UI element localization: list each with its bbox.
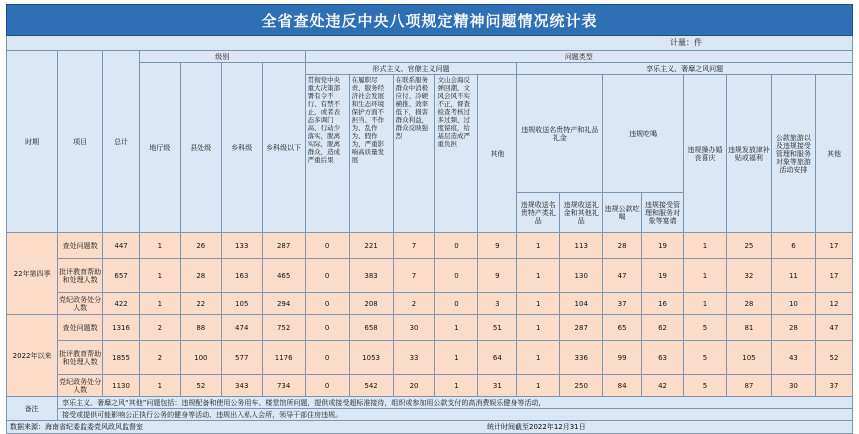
total-cell: 657 bbox=[103, 259, 140, 293]
value-cell: 465 bbox=[262, 259, 305, 293]
value-cell: 28 bbox=[603, 233, 642, 259]
value-cell: 42 bbox=[642, 375, 684, 397]
value-cell: 0 bbox=[305, 233, 349, 259]
value-cell: 43 bbox=[771, 341, 815, 375]
header-total: 总计 bbox=[103, 51, 140, 233]
stats-table bbox=[6, 50, 853, 421]
value-cell: 9 bbox=[478, 259, 517, 293]
header-formalism-1: 贯彻党中央重大决策部署有令不行、有禁不止，或者表态多调门高、行动少落实，脱离实际，脱离群众，造成严重后果 bbox=[305, 75, 349, 233]
value-cell: 133 bbox=[221, 233, 262, 259]
value-cell: 1 bbox=[139, 233, 180, 259]
value-cell: 30 bbox=[393, 315, 435, 341]
value-cell: 734 bbox=[262, 375, 305, 397]
table-row bbox=[7, 259, 853, 293]
value-cell: 100 bbox=[180, 341, 221, 375]
period-cell: 22年第四季 bbox=[7, 233, 58, 315]
value-cell: 32 bbox=[726, 259, 771, 293]
header-tourism: 公款旅游以及违规接受管理和服务对象等旅游活动安排 bbox=[771, 75, 815, 233]
value-cell: 47 bbox=[815, 315, 852, 341]
total-cell: 1130 bbox=[103, 375, 140, 397]
value-cell: 0 bbox=[305, 315, 349, 341]
value-cell: 22 bbox=[180, 293, 221, 315]
value-cell: 17 bbox=[815, 259, 852, 293]
value-cell: 1176 bbox=[262, 341, 305, 375]
item-cell: 查处问题数 bbox=[58, 315, 103, 341]
header-level-county: 县处级 bbox=[180, 63, 221, 233]
value-cell: 25 bbox=[726, 233, 771, 259]
value-cell: 51 bbox=[478, 315, 517, 341]
value-cell: 64 bbox=[478, 341, 517, 375]
value-cell: 5 bbox=[683, 341, 726, 375]
value-cell: 28 bbox=[180, 259, 221, 293]
header-level-section: 乡科级 bbox=[221, 63, 262, 233]
value-cell: 2 bbox=[393, 293, 435, 315]
value-cell: 6 bbox=[771, 233, 815, 259]
value-cell: 37 bbox=[603, 293, 642, 315]
value-cell: 0 bbox=[305, 375, 349, 397]
value-cell: 1 bbox=[683, 293, 726, 315]
value-cell: 336 bbox=[560, 341, 603, 375]
value-cell: 208 bbox=[349, 293, 393, 315]
header-weddings: 违规操办婚丧喜庆 bbox=[683, 75, 726, 233]
item-cell: 党纪政务处分人数 bbox=[58, 293, 103, 315]
header-hedonism-other: 其他 bbox=[815, 75, 852, 233]
header-banquets: 违规吃喝 bbox=[603, 75, 684, 193]
value-cell: 542 bbox=[349, 375, 393, 397]
table-row bbox=[7, 375, 853, 397]
value-cell: 752 bbox=[262, 315, 305, 341]
value-cell: 104 bbox=[560, 293, 603, 315]
value-cell: 658 bbox=[349, 315, 393, 341]
header-gifts-specialty: 违规收送名贵特产类礼品 bbox=[517, 193, 560, 233]
header-formalism-2: 在履职尽责、服务经济社会发展和生态环境保护方面不担当、不作为、乱作为、假作为，严重影响高质量发展 bbox=[349, 75, 393, 233]
value-cell: 0 bbox=[305, 259, 349, 293]
header-banquets-public: 违规公款吃喝 bbox=[603, 193, 642, 233]
value-cell: 37 bbox=[815, 375, 852, 397]
value-cell: 0 bbox=[435, 293, 478, 315]
total-cell: 1855 bbox=[103, 341, 140, 375]
value-cell: 1 bbox=[517, 375, 560, 397]
total-cell: 422 bbox=[103, 293, 140, 315]
value-cell: 9 bbox=[478, 233, 517, 259]
header-banquets-accepted: 违规接受管理和服务对象等宴请 bbox=[642, 193, 684, 233]
value-cell: 65 bbox=[603, 315, 642, 341]
value-cell: 2 bbox=[139, 341, 180, 375]
report-container bbox=[6, 4, 853, 434]
value-cell: 81 bbox=[726, 315, 771, 341]
value-cell: 0 bbox=[305, 341, 349, 375]
table-row bbox=[7, 233, 853, 259]
value-cell: 88 bbox=[180, 315, 221, 341]
value-cell: 28 bbox=[726, 293, 771, 315]
note-label: 备注 bbox=[7, 397, 58, 421]
period-cell: 2022年以来 bbox=[7, 315, 58, 397]
header-formalism-3: 在联系服务群众中消极应付、冷硬横推、效率低下，损害群众利益，群众反映强烈 bbox=[393, 75, 435, 233]
value-cell: 5 bbox=[683, 375, 726, 397]
value-cell: 52 bbox=[180, 375, 221, 397]
header-item: 项目 bbox=[58, 51, 103, 233]
data-source: 数据来源：海南省纪委监委党风政风监督室 bbox=[10, 423, 143, 431]
header-problem-type: 问题类型 bbox=[305, 51, 852, 63]
table-row bbox=[7, 293, 853, 315]
value-cell: 1 bbox=[435, 341, 478, 375]
note-line-1: 享乐主义、奢靡之风“其他”问题包括：违规配备和使用公务用车、楼堂馆所问题，提供或接受超标准接待，组织或参加用公款支付的高消费娱乐健身等活动， bbox=[58, 397, 853, 409]
value-cell: 1 bbox=[517, 259, 560, 293]
value-cell: 383 bbox=[349, 259, 393, 293]
header-gifts-money: 违规收送礼金和其他礼品 bbox=[560, 193, 603, 233]
value-cell: 19 bbox=[642, 233, 684, 259]
value-cell: 52 bbox=[815, 341, 852, 375]
header-hedonism: 享乐主义、奢靡之风问题 bbox=[517, 63, 853, 75]
value-cell: 1 bbox=[435, 375, 478, 397]
page-title: 全省查处违反中央八项规定精神问题情况统计表 bbox=[6, 4, 853, 36]
value-cell: 47 bbox=[603, 259, 642, 293]
item-cell: 批评教育帮助和处理人数 bbox=[58, 259, 103, 293]
value-cell: 63 bbox=[642, 341, 684, 375]
item-cell: 查处问题数 bbox=[58, 233, 103, 259]
value-cell: 28 bbox=[771, 315, 815, 341]
footer bbox=[6, 421, 853, 434]
value-cell: 287 bbox=[560, 315, 603, 341]
header-gifts: 违规收送名贵特产和礼品礼金 bbox=[517, 75, 603, 193]
value-cell: 19 bbox=[642, 259, 684, 293]
value-cell: 2 bbox=[139, 315, 180, 341]
value-cell: 87 bbox=[726, 375, 771, 397]
value-cell: 11 bbox=[771, 259, 815, 293]
unit-label: 计量：件 bbox=[6, 36, 853, 50]
note-row bbox=[7, 397, 853, 409]
value-cell: 84 bbox=[603, 375, 642, 397]
value-cell: 10 bbox=[771, 293, 815, 315]
header-level-dept: 地厅级 bbox=[139, 63, 180, 233]
value-cell: 1 bbox=[683, 259, 726, 293]
value-cell: 12 bbox=[815, 293, 852, 315]
item-cell: 批评教育帮助和处理人数 bbox=[58, 341, 103, 375]
value-cell: 20 bbox=[393, 375, 435, 397]
value-cell: 1 bbox=[517, 233, 560, 259]
value-cell: 1 bbox=[683, 233, 726, 259]
header-subsidies: 违规发放津补贴或福利 bbox=[726, 75, 771, 233]
value-cell: 343 bbox=[221, 375, 262, 397]
table-row bbox=[7, 341, 853, 375]
value-cell: 105 bbox=[221, 293, 262, 315]
item-cell: 党纪政务处分人数 bbox=[58, 375, 103, 397]
value-cell: 1 bbox=[517, 315, 560, 341]
value-cell: 250 bbox=[560, 375, 603, 397]
value-cell: 577 bbox=[221, 341, 262, 375]
value-cell: 221 bbox=[349, 233, 393, 259]
value-cell: 1 bbox=[139, 375, 180, 397]
value-cell: 1 bbox=[517, 341, 560, 375]
value-cell: 30 bbox=[771, 375, 815, 397]
value-cell: 163 bbox=[221, 259, 262, 293]
header-period: 时期 bbox=[7, 51, 58, 233]
header-formalism-4: 文山会海反弹回潮，文风会风不实不正，督查检查考核过多过频、过度留痕，给基层造成严重负担 bbox=[435, 75, 478, 233]
header-level-group: 级别 bbox=[139, 51, 305, 63]
value-cell: 105 bbox=[726, 341, 771, 375]
value-cell: 0 bbox=[435, 259, 478, 293]
value-cell: 33 bbox=[393, 341, 435, 375]
value-cell: 0 bbox=[305, 293, 349, 315]
header-formalism-other: 其他 bbox=[478, 75, 517, 233]
value-cell: 26 bbox=[180, 233, 221, 259]
header-formalism: 形式主义、官僚主义问题 bbox=[305, 63, 517, 75]
value-cell: 287 bbox=[262, 233, 305, 259]
value-cell: 474 bbox=[221, 315, 262, 341]
value-cell: 16 bbox=[642, 293, 684, 315]
value-cell: 130 bbox=[560, 259, 603, 293]
value-cell: 99 bbox=[603, 341, 642, 375]
value-cell: 62 bbox=[642, 315, 684, 341]
value-cell: 1053 bbox=[349, 341, 393, 375]
value-cell: 7 bbox=[393, 259, 435, 293]
value-cell: 1 bbox=[139, 259, 180, 293]
value-cell: 0 bbox=[435, 233, 478, 259]
value-cell: 17 bbox=[815, 233, 852, 259]
note-line-2: 接受或提供可能影响公正执行公务的健身等活动、违规出入私人会所，领导干部住房违规。 bbox=[58, 409, 853, 421]
value-cell: 5 bbox=[683, 315, 726, 341]
value-cell: 1 bbox=[435, 315, 478, 341]
header-level-below: 乡科级以下 bbox=[262, 63, 305, 233]
value-cell: 113 bbox=[560, 233, 603, 259]
total-cell: 447 bbox=[103, 233, 140, 259]
value-cell: 294 bbox=[262, 293, 305, 315]
value-cell: 3 bbox=[478, 293, 517, 315]
value-cell: 7 bbox=[393, 233, 435, 259]
value-cell: 1 bbox=[139, 293, 180, 315]
stat-time: 统计时间截至2022年12月31日 bbox=[487, 423, 586, 431]
total-cell: 1316 bbox=[103, 315, 140, 341]
value-cell: 31 bbox=[478, 375, 517, 397]
value-cell: 1 bbox=[517, 293, 560, 315]
table-row bbox=[7, 315, 853, 341]
